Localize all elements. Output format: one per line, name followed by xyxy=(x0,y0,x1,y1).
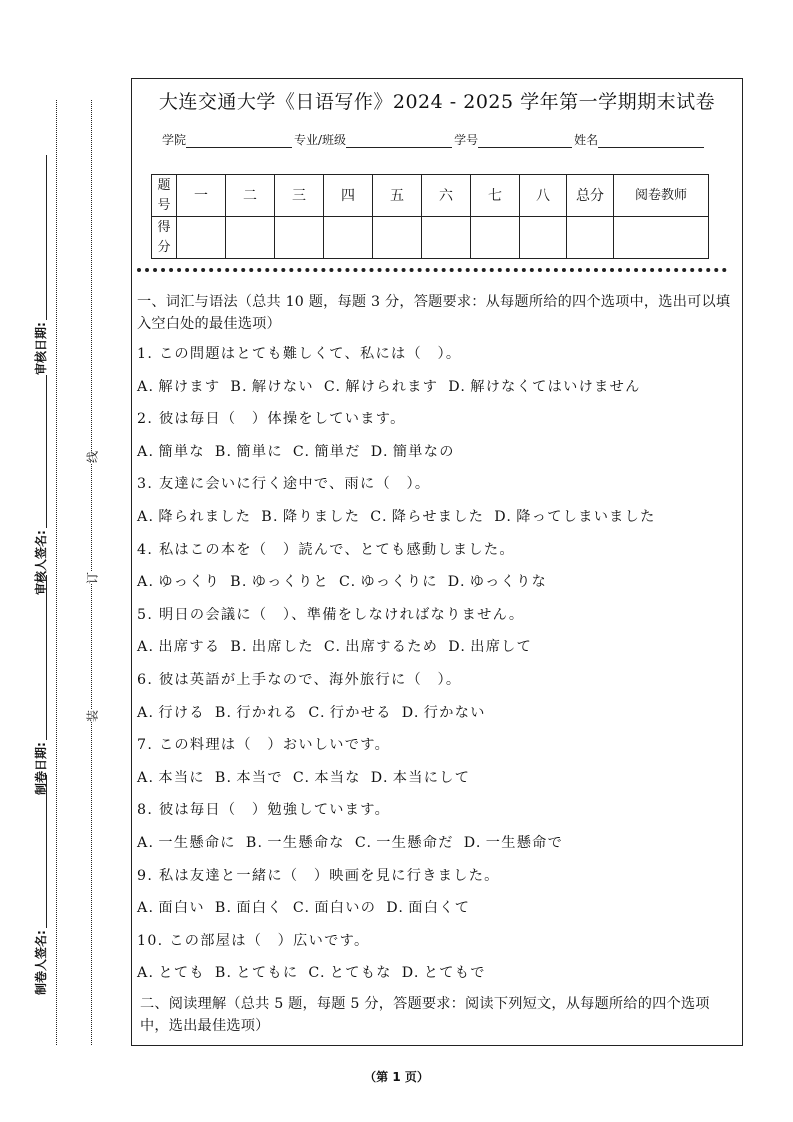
option-text[interactable]: 解けなくてはいけません xyxy=(470,378,641,395)
question-text: 6. 彼は英語が上手なので、海外旅行に（ ）。 xyxy=(137,671,462,688)
option-text[interactable]: とてもに xyxy=(236,965,299,982)
binding-char-staple: 订 xyxy=(83,572,102,584)
score-table-header-cell: 阅卷教师 xyxy=(614,175,709,217)
option-letter: C. xyxy=(292,443,311,460)
option-letter: B. xyxy=(214,965,233,982)
option-letter: D. xyxy=(401,965,420,982)
score-table-header-cell: 一 xyxy=(177,175,226,217)
option-letter: B. xyxy=(214,704,233,721)
option-text[interactable]: 一生懸命だ xyxy=(376,834,454,851)
option-text[interactable]: 簡単な xyxy=(158,443,205,460)
score-cell[interactable] xyxy=(471,217,520,259)
name-label: 姓名 xyxy=(574,133,599,147)
option-letter: B. xyxy=(261,508,279,525)
question-options xyxy=(137,832,737,854)
score-cell[interactable] xyxy=(275,217,324,259)
option-text[interactable]: 出席する xyxy=(158,639,221,656)
option-text[interactable]: 降らせました xyxy=(391,508,485,525)
score-table-header-cell: 七 xyxy=(471,175,520,217)
score-table-header-cell: 三 xyxy=(275,175,324,217)
score-table-header-cell: 八 xyxy=(520,175,567,217)
option-letter: D. xyxy=(448,639,467,656)
section1-instruction: 一、词汇与语法（总共 10 题，每题 3 分，答题要求：从每题所给的四个选项中，选出可以填入空白处的最佳选项） xyxy=(137,294,731,332)
option-letter: D. xyxy=(370,443,389,460)
option-letter: A. xyxy=(137,443,155,460)
option-letter: A. xyxy=(137,704,155,721)
option-letter: A. xyxy=(137,900,155,917)
option-text[interactable]: 一生懸命に xyxy=(158,834,236,851)
option-text[interactable]: とてもで xyxy=(423,965,486,982)
option-letter: B. xyxy=(230,378,248,395)
option-text[interactable]: 簡単だ xyxy=(314,443,361,460)
score-cell[interactable] xyxy=(520,217,567,259)
option-letter: C. xyxy=(308,965,326,982)
option-letter: B. xyxy=(230,639,248,656)
question-text: 4. 私はこの本を（ ）読んで、とても感動しました。 xyxy=(137,541,515,558)
question-options xyxy=(137,897,737,919)
paper-author-signature-label: 制卷人签名: xyxy=(33,930,48,995)
binding-dotted-line-outer xyxy=(56,100,57,1045)
score-cell[interactable] xyxy=(373,217,422,259)
score-table-header-cell: 五 xyxy=(373,175,422,217)
page-number: （第 1 页） xyxy=(364,1070,429,1084)
option-letter: C. xyxy=(292,769,311,786)
major-class-input[interactable] xyxy=(346,135,452,148)
option-text[interactable]: 面白い xyxy=(158,900,205,917)
option-letter: C. xyxy=(339,574,357,591)
option-text[interactable]: 本当にして xyxy=(392,769,471,786)
score-table-score-row xyxy=(152,217,709,259)
option-text[interactable]: 一生懸命な xyxy=(267,834,345,851)
option-text[interactable]: とてもな xyxy=(329,965,392,982)
option-letter: A. xyxy=(137,769,155,786)
paper-date-line xyxy=(34,575,47,740)
question-options xyxy=(137,636,737,658)
score-cell[interactable] xyxy=(567,217,614,259)
option-text[interactable]: 行かせる xyxy=(329,704,392,721)
option-letter: B. xyxy=(230,574,248,591)
question-options xyxy=(137,571,737,593)
question-text: 8. 彼は毎日（ ）勉強しています。 xyxy=(137,802,391,819)
option-letter: A. xyxy=(137,378,155,395)
option-text[interactable]: 面白いの xyxy=(314,900,377,917)
section2-instruction: 二、阅读理解（总共 5 题，每题 5 分，答题要求：阅读下列短文，从每题所给的四个选项中，选出最佳选项） xyxy=(140,995,710,1034)
question-list xyxy=(137,343,737,984)
score-cell[interactable] xyxy=(324,217,373,259)
binding-char-line: 线 xyxy=(83,451,102,463)
option-letter: A. xyxy=(137,834,155,851)
score-table xyxy=(151,174,709,259)
option-letter: C. xyxy=(323,639,342,656)
student-id-label: 学号 xyxy=(454,133,479,147)
paper-date-field[interactable] xyxy=(31,575,49,795)
score-cell[interactable] xyxy=(614,217,709,259)
score-table-header-cell: 四 xyxy=(324,175,373,217)
option-letter: B. xyxy=(245,834,264,851)
question-options xyxy=(137,506,737,528)
name-input[interactable] xyxy=(598,135,704,148)
review-date-label: 审核日期: xyxy=(33,322,48,375)
question-options xyxy=(137,376,737,398)
option-letter: D. xyxy=(448,378,467,395)
score-cell[interactable] xyxy=(177,217,226,259)
option-text[interactable]: 解けない xyxy=(251,378,314,395)
option-letter: C. xyxy=(370,508,388,525)
option-letter: D. xyxy=(386,900,405,917)
option-text[interactable]: 出席するため xyxy=(345,639,439,656)
option-letter: A. xyxy=(137,508,155,525)
question-text: 9. 私は友達と一緒に（ ）映画を見に行きました。 xyxy=(137,867,500,884)
option-text[interactable]: 簡単なの xyxy=(392,443,455,460)
question-text: 5. 明日の会議に（ ）、準備をしなければなりません。 xyxy=(137,606,525,623)
option-letter: B. xyxy=(214,769,233,786)
question-options xyxy=(137,962,737,984)
score-table-header-row xyxy=(152,175,709,217)
option-text[interactable]: ゆっくりな xyxy=(469,574,548,591)
option-text[interactable]: 降りました xyxy=(282,508,361,525)
option-text[interactable]: ゆっくり xyxy=(158,574,221,591)
option-letter: C. xyxy=(308,704,326,721)
score-row-label: 得分 xyxy=(152,217,177,259)
option-letter: D. xyxy=(494,508,513,525)
question-text: 7. この料理は（ ）おいしいです。 xyxy=(137,737,391,754)
option-text[interactable]: 降ってしまいました xyxy=(516,508,656,525)
option-text[interactable]: 出席して xyxy=(470,639,533,656)
option-letter: D. xyxy=(401,704,420,721)
option-letter: D. xyxy=(447,574,466,591)
option-text[interactable]: 降られました xyxy=(158,508,252,525)
paper-author-signature-field[interactable] xyxy=(31,775,49,995)
question-text: 10. この部屋は（ ）広いです。 xyxy=(137,932,370,949)
score-table-header-cell: 题号 xyxy=(152,175,177,217)
option-text[interactable]: ゆっくりと xyxy=(251,574,330,591)
question-options xyxy=(137,767,737,789)
question-text: 3. 友達に会いに行く途中で、雨に（ ）。 xyxy=(137,476,431,493)
option-letter: C. xyxy=(292,900,311,917)
option-text[interactable]: 出席した xyxy=(251,639,314,656)
option-text[interactable]: 簡単に xyxy=(236,443,283,460)
option-letter: B. xyxy=(214,443,233,460)
option-text[interactable]: 本当で xyxy=(236,769,283,786)
reviewer-signature-label: 审核人签名: xyxy=(33,530,48,595)
binding-margin xyxy=(0,0,128,1122)
score-cell[interactable] xyxy=(226,217,275,259)
option-text[interactable]: 行かない xyxy=(423,704,486,721)
exam-frame xyxy=(131,78,743,1046)
option-text[interactable]: とても xyxy=(158,965,205,982)
reviewer-signature-field[interactable] xyxy=(31,375,49,595)
paper-author-signature-line xyxy=(34,775,47,928)
review-date-field[interactable] xyxy=(31,155,49,375)
option-letter: C. xyxy=(354,834,373,851)
score-table-header-cell: 六 xyxy=(422,175,471,217)
score-table-header-cell: 二 xyxy=(226,175,275,217)
option-letter: D. xyxy=(463,834,482,851)
option-text[interactable]: 面白くて xyxy=(408,900,471,917)
score-cell[interactable] xyxy=(422,217,471,259)
question-text: 1. この問題はとても難しくて、私には（ ）。 xyxy=(137,346,462,362)
review-date-line xyxy=(34,155,47,320)
option-text[interactable]: ゆっくりに xyxy=(360,574,438,591)
college-input[interactable] xyxy=(186,135,292,148)
option-letter: A. xyxy=(137,965,155,982)
option-text[interactable]: 解けます xyxy=(158,378,221,395)
score-table-header-cell: 总分 xyxy=(567,175,614,217)
option-text[interactable]: 解けられます xyxy=(345,378,439,395)
header-dotted-divider xyxy=(137,268,727,272)
option-letter: D. xyxy=(370,769,389,786)
student-info-row xyxy=(162,131,722,148)
option-letter: B. xyxy=(214,900,233,917)
option-text[interactable]: 本当に xyxy=(158,769,205,786)
major-class-label: 专业/班级 xyxy=(294,133,347,147)
reviewer-signature-line xyxy=(34,375,47,528)
option-text[interactable]: 行ける xyxy=(158,704,205,721)
page-title: 大连交通大学《日语写作》2024 - 2025 学年第一学期期末试卷 xyxy=(158,91,716,113)
option-text[interactable]: 面白く xyxy=(236,900,283,917)
question-options xyxy=(137,441,737,463)
option-text[interactable]: 一生懸命で xyxy=(485,834,564,851)
student-id-input[interactable] xyxy=(478,135,572,148)
option-letter: A. xyxy=(137,574,155,591)
college-label: 学院 xyxy=(162,133,187,147)
question-text: 2. 彼は毎日（ ）体操をしています。 xyxy=(137,411,406,428)
option-letter: A. xyxy=(137,639,155,656)
option-letter: C. xyxy=(323,378,342,395)
exam-content xyxy=(137,291,737,1037)
option-text[interactable]: 行かれる xyxy=(236,704,299,721)
option-text[interactable]: 本当な xyxy=(314,769,361,786)
paper-date-label: 制卷日期: xyxy=(33,742,48,795)
question-options xyxy=(137,702,737,724)
binding-char-bind: 装 xyxy=(83,710,102,722)
